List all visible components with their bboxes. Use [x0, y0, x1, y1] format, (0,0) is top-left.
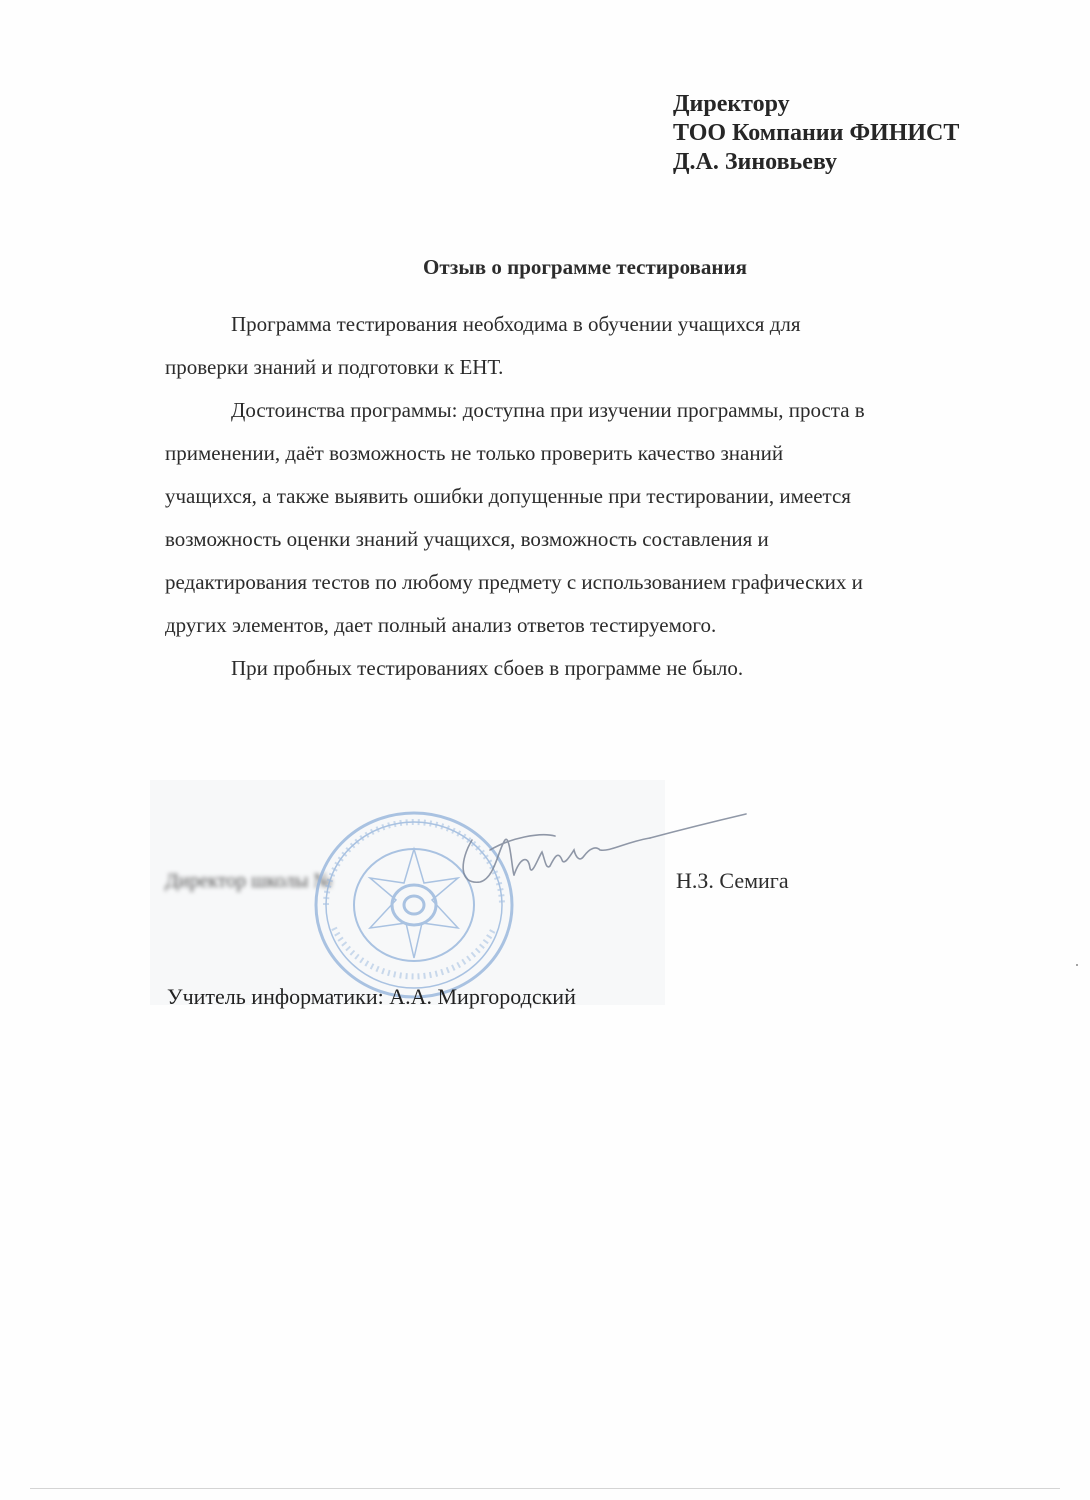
paragraph-2-line-5: редактирования тестов по любому предмету с использованием графических и: [165, 570, 863, 594]
paragraph-1-line-1: Программа тестирования необходима в обучении учащихся для: [231, 312, 801, 336]
director-name: Н.З. Семига: [676, 868, 789, 893]
document-title: Отзыв о программе тестирования: [423, 255, 747, 279]
addressee-position: Директору: [673, 91, 790, 117]
scan-edge-line: [30, 1488, 1060, 1489]
paragraph-2-line-3: учащихся, а также выявить ошибки допущенные при тестировании, имеется: [165, 484, 851, 508]
addressee-company: ТОО Компании ФИНИСТ: [673, 120, 960, 146]
addressee-block: [673, 90, 959, 177]
paragraph-1-line-2: проверки знаний и подготовки к ЕНТ.: [165, 355, 504, 379]
paragraph-2-line-2: применении, даёт возможность не только проверить качество знаний: [165, 441, 784, 465]
scan-speck: [1076, 964, 1078, 966]
paragraph-2-line-1: Достоинства программы: доступна при изучении программы, проста в: [231, 398, 865, 422]
addressee-name: Д.А. Зиновьеву: [673, 149, 838, 175]
teacher-signature-line: Учитель информатики: А.А. Миргородский: [167, 984, 576, 1009]
paragraph-3-line-1: При пробных тестированиях сбоев в программе не было.: [231, 656, 744, 680]
document-body: [165, 303, 1015, 690]
paragraph-2-line-4: возможность оценки знаний учащихся, возможность составления и: [165, 527, 769, 551]
director-label: Директор школы №: [165, 870, 333, 892]
paragraph-2-line-6: других элементов, дает полный анализ ответов тестируемого.: [165, 613, 717, 637]
